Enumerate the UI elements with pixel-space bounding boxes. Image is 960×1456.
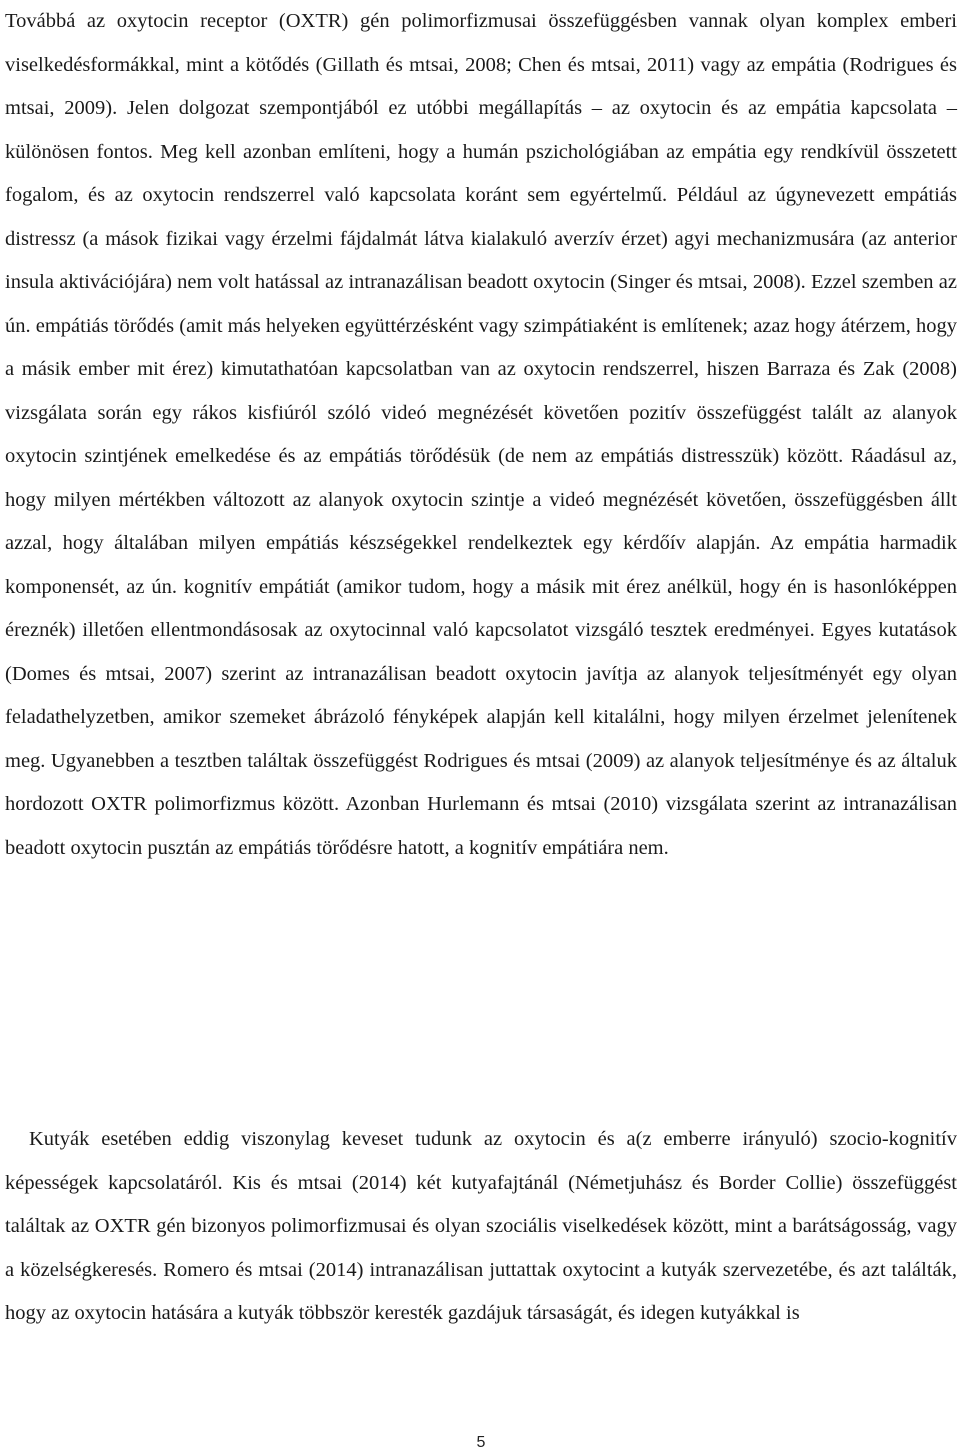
- page-number: 5: [476, 1434, 486, 1451]
- body-paragraph-dogs-oxytocin: Kutyák esetében eddig viszonylag keveset tudunk az oxytocin és a(z emberre irányuló) szocio-kognitív képességek kapcsolatáról. Kis és mtsai (2014) két kutyafajtánál (Németjuhász és Border Collie) összefüggést találtak az OXTR gén bizonyos polimorfizmusai és olyan szociális viselkedések között, mint a barátságosság, vagy a közelségkeresés. Romero és mtsai (2014) intranazálisan juttattak oxytocint a kutyák szervezetébe, és azt találták, hogy az oxytocin hatására a kutyák többször keresték gazdájuk társaságát, és idegen kutyákkal is: [5, 1128, 957, 1324]
- body-paragraph-oxytocin-empathy: Továbbá az oxytocin receptor (OXTR) gén polimorfizmusai összefüggésben vannak olyan komplex emberi viselkedésformákkal, mint a kötődés (Gillath és mtsai, 2008; Chen és mtsai, 2011) vagy az empátia (Rodrigues és mtsai, 2009). Jelen dolgozat szempontjából ez utóbbi megállapítás – az oxytocin és az empátia kapcsolata – különösen fontos. Meg kell azonban említeni, hogy a humán pszichológiában az empátia egy rendkívül összetett fogalom, és az oxytocin rendszerrel való kapcsolata koránt sem egyértelmű. Például az úgynevezett empátiás distressz (a mások fizikai vagy érzelmi fájdalmát látva kialakuló averzív érzet) agyi mechanizmusára (az anterior insula aktivációjára) nem volt hatással az intranazálisan beadott oxytocin (Singer és mtsai, 2008). Ezzel szemben az ún. empátiás törődés (amit más helyeken együttérzésként vagy szimpátiaként is említenek; azaz hogy átérzem, hogy a másik ember mit érez) kimutathatóan kapcsolatban van az oxytocin rendszerrel, hiszen Barraza és Zak (2008) vizsgálata során egy rákos kisfiúról szóló videó megnézését követően pozitív összefüggést talált az alanyok oxytocin szintjének emelkedése és az empátiás törődésük (de nem az empátiás distresszük) között. Ráadásul az, hogy milyen mértékben változott az alanyok oxytocin szintje a videó megnézését követően, összefüggésben állt azzal, hogy általában milyen empátiás készségekkel rendelkeztek egy kérdőív alapján. Az empátia harmadik komponensét, az ún. kognitív empátiát (amikor tudom, hogy a másik mit érez anélkül, hogy én is hasonlóképpen éreznék) illetően ellentmondásosak az oxytocinnal való kapcsolatot vizsgáló tesztek eredményei. Egyes kutatások (Domes és mtsai, 2007) szerint az intranazálisan beadott oxytocin javítja az alanyok teljesítményét egy olyan feladathelyzetben, amikor szemeket ábrázoló fényképek alapján kell kitalálni, hogy milyen érzelmet jelenítenek meg. Ugyanebben a tesztben találtak összefüggést Rodrigues és mtsai (2009) az alanyok teljesítménye és az általuk hordozott OXTR polimorfizmus között. Azonban Hurlemann és mtsai (2010) vizsgálata szerint az intranazálisan beadott oxytocin pusztán az empátiás törődésre hatott, a kognitív empátiára nem.: [5, 10, 957, 859]
- document-page: [5, 0, 957, 1456]
